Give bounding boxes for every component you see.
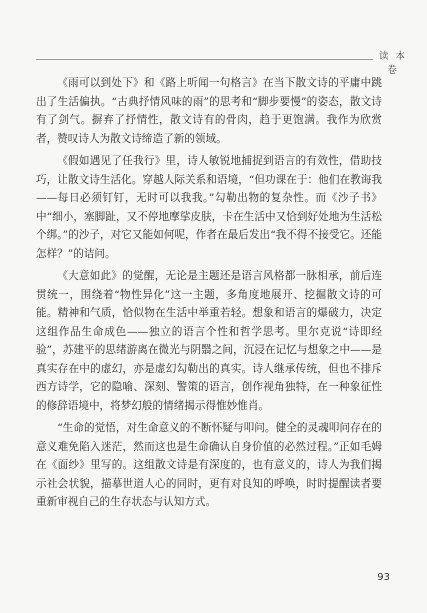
running-header	[0, 46, 427, 76]
paragraph-2: 《假如遇见了任我行》里，诗人敏锐地捕捉到语言的有效性，借助技巧，让散文诗生活化。穿越人际关系和语境，“但功课在于：他们在教诲我——每日必须钉钉，无时可以我我。”勾勒出物的复杂性。而《沙子书》中“细小，塞脚趾，又不停地摩挲皮肤，卡在生活中又恰到好处地为生活松个绑。”的沙子，对它又能如何呢，作者在最后发出“我不得不接受它。还能怎样？”的诘问。	[36, 155, 382, 260]
header-rule	[36, 59, 373, 60]
paragraph-4: “生命的觉悟，对生命意义的不断怀疑与叩问。健全的灵魂叩问存在的意义难免陷入迷茫，然而这也是生命确认自身价值的必然过程。”正如毛姆在《面纱》里写的。这组散文诗是有深度的，也有意义的，诗人为我们揭示社会状貌，描摹世道人心的同时，更有对良知的呼唤，时时提醒读者要重新审视自己的生存状态与认知方式。	[36, 422, 382, 508]
page-number: 93	[377, 572, 390, 583]
header-label: 读 本 卷	[378, 51, 408, 76]
paragraph-3: 《大意如此》的觉醒，无论是主题还是语言风格都一脉相承，前后连贯统一，围绕着“物性异化”这一主题，多角度地展开、挖掘散文诗的可能。精神和气质，恰似物在生活中举重若轻。想象和语言的爆破力，决定这组作品生命成色——独立的语言个性和哲学思考。里尔克说“诗即经验”，苏建平的思绪游离在微光与阴翳之间，沉浸在记忆与想象之中——是真实存在中的虚幻，亦是虚幻勾勒出的真实。诗人继承传统，但也不排斥西方诗学，它的隐喻、深刻、警策的语言，创作视角独特，在一种象征性的修辞语境中，将梦幻般的情绪揭示得惟妙惟肖。	[36, 270, 382, 412]
paragraph-1: 《雨可以到处下》和《路上听闻一句格言》在当下散文诗的平庸中跳出了生活偏执。“古典抒情风味的雨”的思考和“脚步要慢”的姿态，散文诗有了剑气。摒弃了抒情性，散文诗有的骨肉，趋于更饱满。我作为欣赏者，赞叹诗人为散文诗缔造了新的领域。	[36, 77, 382, 145]
article-body	[36, 74, 382, 516]
